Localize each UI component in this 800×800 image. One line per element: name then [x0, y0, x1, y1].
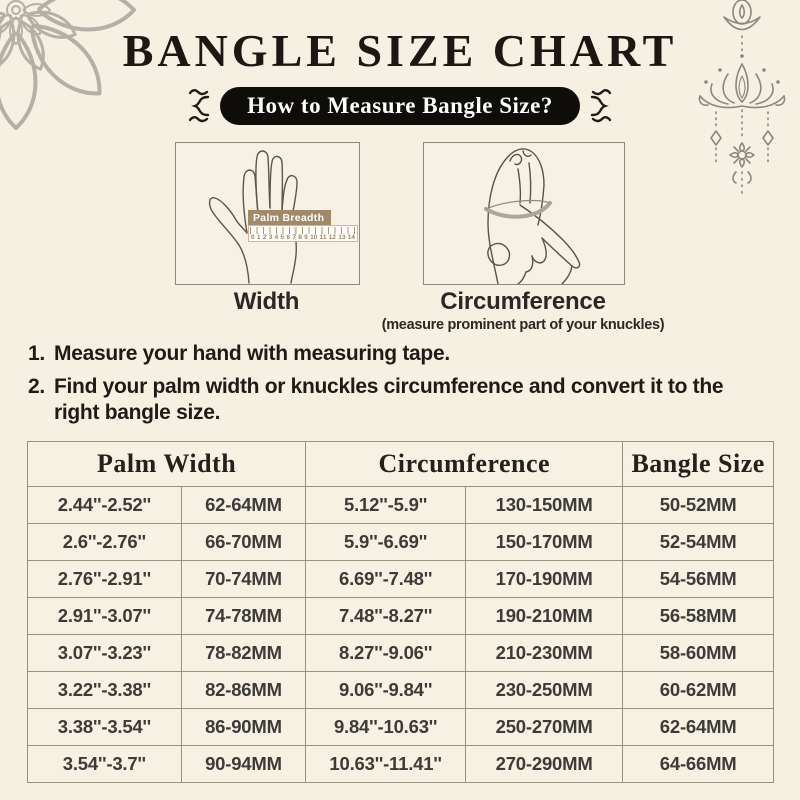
- table-row: [28, 487, 774, 524]
- table-cell: 10.63''-11.41'': [306, 746, 466, 783]
- table-cell: 54-56MM: [623, 561, 774, 598]
- table-cell: 7.48''-8.27'': [306, 598, 466, 635]
- ruler-number: 7: [292, 234, 296, 241]
- instruction-number: 2.: [28, 375, 45, 398]
- circumference-caption-block: [373, 288, 673, 333]
- header-bangle-size: Bangle Size: [623, 442, 774, 487]
- table-cell: 82-86MM: [181, 672, 306, 709]
- left-flourish-icon: [183, 85, 211, 127]
- right-flourish-icon: [589, 85, 617, 127]
- ruler-number: 0: [251, 234, 255, 241]
- table-cell: 170-190MM: [465, 561, 622, 598]
- instructions-list: [28, 341, 752, 426]
- circumference-note: (measure prominent part of your knuckles): [381, 317, 665, 333]
- header-palm-width: Palm Width: [28, 442, 306, 487]
- size-table: [27, 441, 774, 783]
- table-cell: 3.38''-3.54'': [28, 709, 182, 746]
- ruler-number: 6: [286, 234, 291, 241]
- table-row: [28, 746, 774, 783]
- table-cell: 190-210MM: [465, 598, 622, 635]
- table-row: [28, 524, 774, 561]
- table-cell: 9.84''-10.63'': [306, 709, 466, 746]
- table-cell: 5.9''-6.69'': [306, 524, 466, 561]
- ruler-number: 13: [338, 234, 346, 241]
- table-cell: 9.06''-9.84'': [306, 672, 466, 709]
- ruler-number: 10: [310, 234, 318, 241]
- table-cell: 8.27''-9.06'': [306, 635, 466, 672]
- table-cell: 210-230MM: [465, 635, 622, 672]
- table-cell: 3.07''-3.23'': [28, 635, 182, 672]
- table-cell: 5.12''-5.9'': [306, 487, 466, 524]
- table-cell: 52-54MM: [623, 524, 774, 561]
- ruler-number: 3: [268, 234, 273, 241]
- palm-breadth-label: Palm Breadth: [248, 210, 331, 226]
- instruction-item: [28, 341, 752, 367]
- table-cell: 2.76''-2.91'': [28, 561, 182, 598]
- table-row: [28, 635, 774, 672]
- instruction-item: [28, 374, 752, 426]
- table-cell: 2.44''-2.52'': [28, 487, 182, 524]
- banner-pill: How to Measure Bangle Size?: [220, 87, 580, 125]
- ruler-number: 11: [319, 234, 327, 241]
- table-cell: 250-270MM: [465, 709, 622, 746]
- table-cell: 86-90MM: [181, 709, 306, 746]
- table-cell: 90-94MM: [181, 746, 306, 783]
- ruler-number: 5: [280, 234, 285, 241]
- table-cell: 150-170MM: [465, 524, 622, 561]
- table-cell: 2.91''-3.07'': [28, 598, 182, 635]
- table-cell: 70-74MM: [181, 561, 306, 598]
- table-cell: 58-60MM: [623, 635, 774, 672]
- ruler-number: 1: [256, 234, 261, 241]
- table-cell: 56-58MM: [623, 598, 774, 635]
- banner-row: [0, 85, 800, 127]
- table-cell: 74-78MM: [181, 598, 306, 635]
- page-title: BANGLE SIZE CHART: [122, 25, 678, 76]
- table-cell: 2.6''-2.76'': [28, 524, 182, 561]
- ruler-number: 4: [274, 234, 279, 241]
- table-cell: 62-64MM: [623, 709, 774, 746]
- table-row: [28, 672, 774, 709]
- ruler: [248, 225, 358, 242]
- header-circumference: Circumference: [306, 442, 623, 487]
- size-table-body: [28, 487, 774, 783]
- width-illustration-box: [175, 142, 360, 285]
- instruction-text: Find your palm width or knuckles circumference and convert it to the right bangle size.: [54, 375, 724, 424]
- table-cell: 6.69''-7.48'': [306, 561, 466, 598]
- table-cell: 50-52MM: [623, 487, 774, 524]
- width-caption: Width: [233, 288, 300, 315]
- ruler-number: 9: [304, 234, 308, 241]
- table-row: [28, 561, 774, 598]
- table-cell: 64-66MM: [623, 746, 774, 783]
- table-cell: 3.22''-3.38'': [28, 672, 182, 709]
- table-row: [28, 709, 774, 746]
- table-cell: 66-70MM: [181, 524, 306, 561]
- ruler-numbers: [249, 234, 357, 242]
- instruction-number: 1.: [28, 342, 45, 365]
- instruction-text: Measure your hand with measuring tape.: [54, 342, 450, 365]
- ruler-number: 14: [347, 234, 355, 241]
- table-row: [28, 598, 774, 635]
- table-cell: 270-290MM: [465, 746, 622, 783]
- table-cell: 78-82MM: [181, 635, 306, 672]
- hand-circumference-illustration: [424, 143, 624, 284]
- table-cell: 3.54''-3.7'': [28, 746, 182, 783]
- ruler-number: 12: [328, 234, 336, 241]
- ruler-ticks: [250, 227, 356, 234]
- circumference-illustration-box: [423, 142, 625, 285]
- table-cell: 130-150MM: [465, 487, 622, 524]
- ruler-number: 8: [298, 234, 302, 241]
- table-cell: 60-62MM: [623, 672, 774, 709]
- circumference-caption: Circumference: [440, 288, 606, 315]
- table-cell: 62-64MM: [181, 487, 306, 524]
- table-cell: 230-250MM: [465, 672, 622, 709]
- size-table-header: [28, 442, 774, 487]
- ruler-number: 2: [262, 234, 267, 241]
